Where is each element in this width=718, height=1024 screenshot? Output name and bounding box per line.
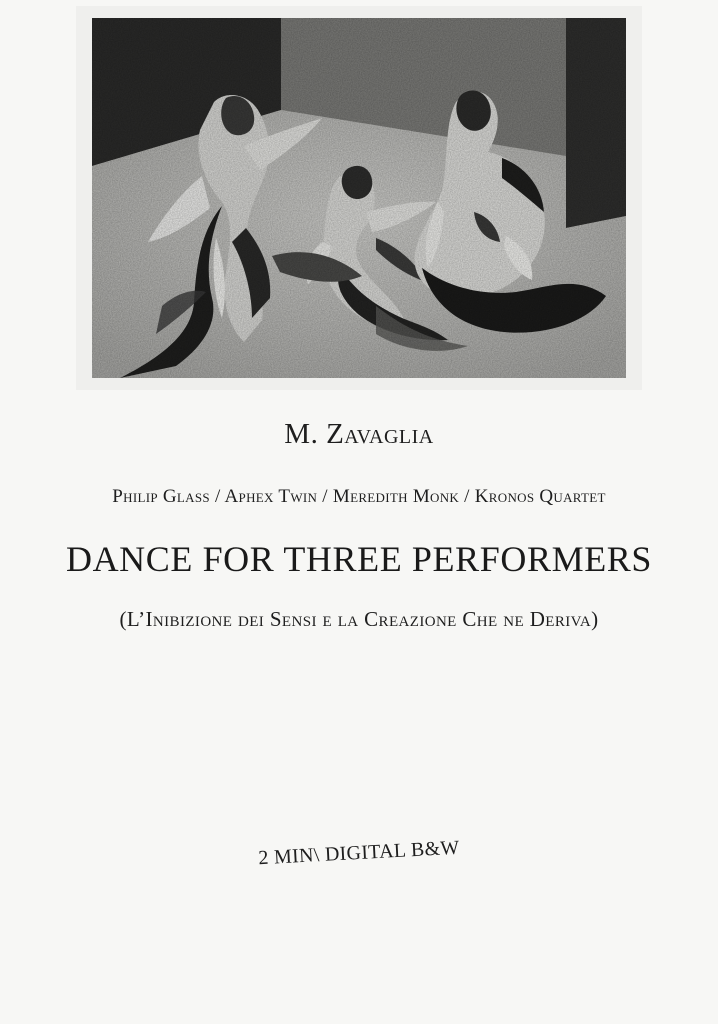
poster-subtitle: (L’Inibizione dei Sensi e la Creazione Che ne Deriva): [119, 607, 599, 631]
film-details: 2 MIN\ DIGITAL B&W: [257, 836, 461, 870]
director-name: M. Zavaglia: [284, 418, 434, 450]
composers-credits: Philip Glass / Aphex Twin / Meredith Monk / Kronos Quartet: [112, 486, 606, 507]
three-dancers-illustration: [76, 6, 642, 390]
poster-title: DANCE FOR THREE PERFORMERS: [65, 539, 653, 579]
artwork-drawing: [76, 6, 642, 390]
